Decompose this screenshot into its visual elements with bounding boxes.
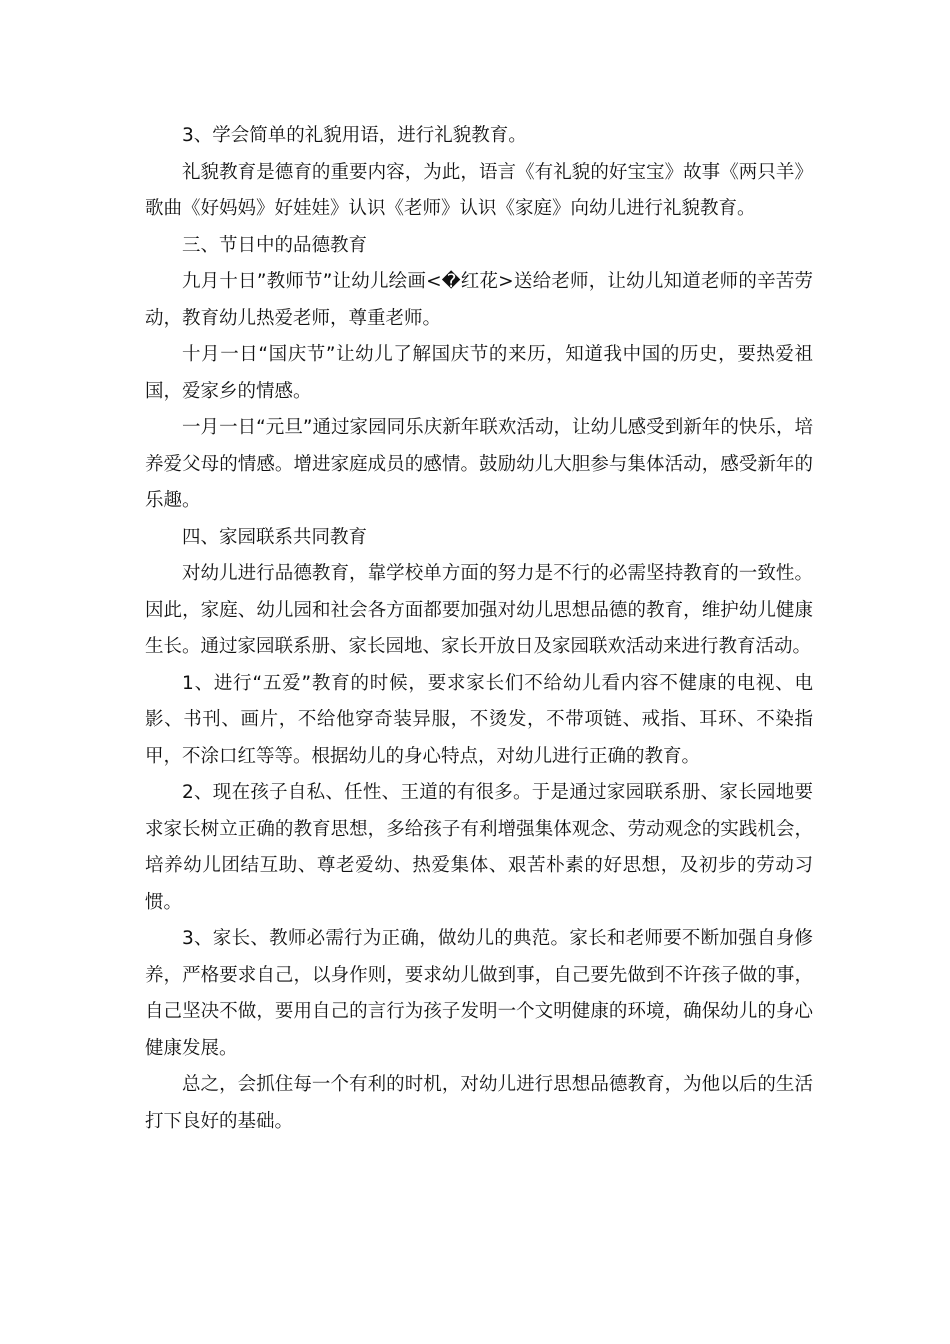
paragraph-five-loves: 1、进行“五爱”教育的时候，要求家长们不给幼儿看内容不健康的电视、电影、书刊、画片，不给他穿奇装异服，不烫发，不带项链、戒指、耳环、不染指甲，不涂口红等等。根据幼儿的身心特点，对幼儿进行正确的教育。 (145, 672, 813, 767)
paragraph-role-model: 3、家长、教师必需行为正确，做幼儿的典范。家长和老师要不断加强自身修养，严格要求自己，以身作则，要求幼儿做到事，自己要先做到不许孩子做的事，自己坚决不做，要用自己的言行为孩子发明一个文明健康的环境，确保幼儿的身心健康发展。 (145, 928, 813, 1059)
paragraph-new-year: 一月一日“元旦”通过家园同乐庆新年联欢活动，让幼儿感受到新年的快乐，培养爱父母的情感。增进家庭成员的感情。鼓励幼儿大胆参与集体活动，感受新年的乐趣。 (145, 417, 813, 511)
paragraph-conclusion: 总之，会抓住每一个有利的时机，对幼儿进行思想品德教育，为他以后的生活打下良好的基础。 (145, 1074, 813, 1132)
document-body (145, 118, 813, 1140)
section-heading-festival: 三、节日中的品德教育 (182, 234, 368, 256)
paragraph-selfish-children: 2、现在孩子自私、任性、王道的有很多。于是通过家园联系册、家长园地要求家长树立正确的教育思想，多给孩子有利增强集体观念、劳动观念的实践机会，培养幼儿团结互助、尊老爱幼、热爱集体、艰苦朴素的好思想，及初步的劳动习惯。 (145, 782, 813, 913)
paragraph-moral-education: 对幼儿进行品德教育，靠学校单方面的努力是不行的必需坚持教育的一致性。因此，家庭、幼儿园和社会各方面都要加强对幼儿思想品德的教育，维护幼儿健康生长。通过家园联系册、家长园地、家长开放日及家园联欢活动来进行教育活动。 (145, 563, 813, 657)
paragraph-teachers-day: 九月十日”教师节”让幼儿绘画<�红花>送给老师，让幼儿知道老师的辛苦劳动，教育幼儿热爱老师，尊重老师。 (145, 271, 813, 329)
paragraph-national-day: 十月一日“国庆节”让幼儿了解国庆节的来历，知道我中国的历史，要热爱祖国，爱家乡的情感。 (145, 344, 813, 402)
paragraph-courtesy-phrases: 3、学会简单的礼貌用语，进行礼貌教育。 (182, 125, 527, 146)
section-heading-home-school: 四、家园联系共同教育 (182, 526, 368, 548)
paragraph-courtesy-education: 礼貌教育是德育的重要内容，为此，语言《有礼貌的好宝宝》故事《两只羊》歌曲《好妈妈》好娃娃》认识《老师》认识《家庭》向幼儿进行礼貌教育。 (145, 161, 813, 219)
